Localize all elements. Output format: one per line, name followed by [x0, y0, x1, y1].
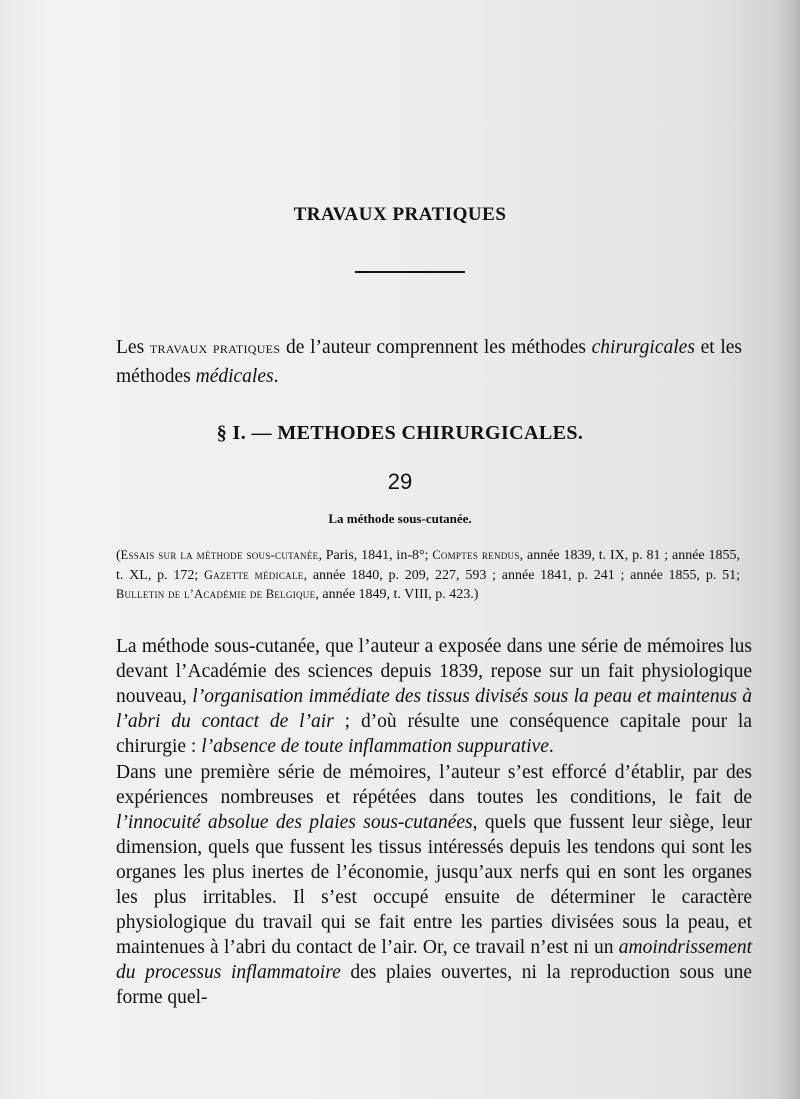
intro-paragraph [116, 333, 742, 391]
p1-text-1: La méthode sous-cutanée, que l’auteur a exposée dans une série de mémoires lus devant l’Académie des sciences depuis 1839, repose sur un fait physiologique nouveau, [116, 636, 752, 707]
intro-italic-1: chirurgicales [591, 337, 695, 358]
item-title: La méthode sous-cutanée. [328, 511, 472, 526]
section-heading: § I. — METHODES CHIRURGICALES. [216, 422, 584, 444]
intro-smallcaps: travaux pratiques [149, 338, 281, 357]
item-number: 29 [387, 469, 413, 494]
p2-italic-1: l’innocuité absolue des plaies sous-cutanées [116, 812, 473, 833]
ref-comptes-rendus-details: , année 1839, t. IX, p. 81 ; année 1855, t. XL, p. 172; [116, 548, 740, 583]
p1-text-3: . [548, 736, 554, 757]
running-title: TRAVAUX PRATIQUES [293, 204, 507, 225]
title-divider [355, 271, 465, 273]
intro-text-2: de l’auteur comprennent les méthodes [280, 337, 592, 358]
p2-text-1: Dans une première série de mémoires, l’auteur s’est efforcé d’établir, par des expériences nombreuses et répétées dans toutes les conditions, le fait de [116, 762, 752, 808]
ref-open: ( [116, 548, 121, 563]
ref-bulletin-details: , année 1849, t. VIII, p. 423.) [315, 587, 479, 602]
intro-italic-2: médicales [195, 366, 274, 387]
ref-essais: Essais sur la méthode sous-cutanée [120, 548, 319, 562]
p2-text-3: des plaies ouvertes, ni la reproduction sous une forme quel- [116, 962, 752, 1008]
body-paragraph-2 [116, 760, 752, 1010]
ref-essais-details: , Paris, 1841, in-8°; [318, 548, 433, 563]
body-text [116, 634, 752, 1010]
ref-gazette-details: , année 1840, p. 209, 227, 593 ; année 1841, p. 241 ; année 1855, p. 51; [303, 567, 740, 583]
intro-text-4: . [273, 366, 279, 387]
p2-text-2: , quels que fussent leur siège, leur dimension, quels que fussent les tissus intéressés depuis les tendons qui sont les organes les plus inertes de l’économie, jusqu’aux nerfs qui en sont les organes les plus irritables. Il s’est occupé ensuite de déterminer le caractère physiologique du travail qui se fait entre les parties divisées sous la peau, et maintenues à l’abri du contact de l’air. Or, ce travail n’est ni un [116, 812, 752, 958]
p1-text-2: ; d’où résulte une conséquence capitale pour la chirurgie : [116, 711, 752, 757]
intro-text-3: et les méthodes [116, 337, 743, 387]
ref-bulletin: Bulletin de l’Académie de Belgique [116, 587, 316, 601]
ref-comptes-rendus: Comptes rendus [432, 548, 520, 562]
p1-italic-2: l’absence de toute inflammation suppurative [201, 736, 549, 757]
page-edge-shadow [776, 0, 800, 1099]
body-paragraph-1 [116, 634, 752, 759]
p2-italic-2: amoindrissement du processus inflammatoire [116, 937, 752, 983]
bibliographic-references [116, 546, 740, 605]
intro-text-1: Les [116, 337, 150, 358]
p1-italic-1: l’organisation immédiate des tissus divisés sous la peau et maintenus à l’abri du contact de l’air [116, 686, 753, 732]
ref-gazette: Gazette médicale [204, 567, 304, 582]
